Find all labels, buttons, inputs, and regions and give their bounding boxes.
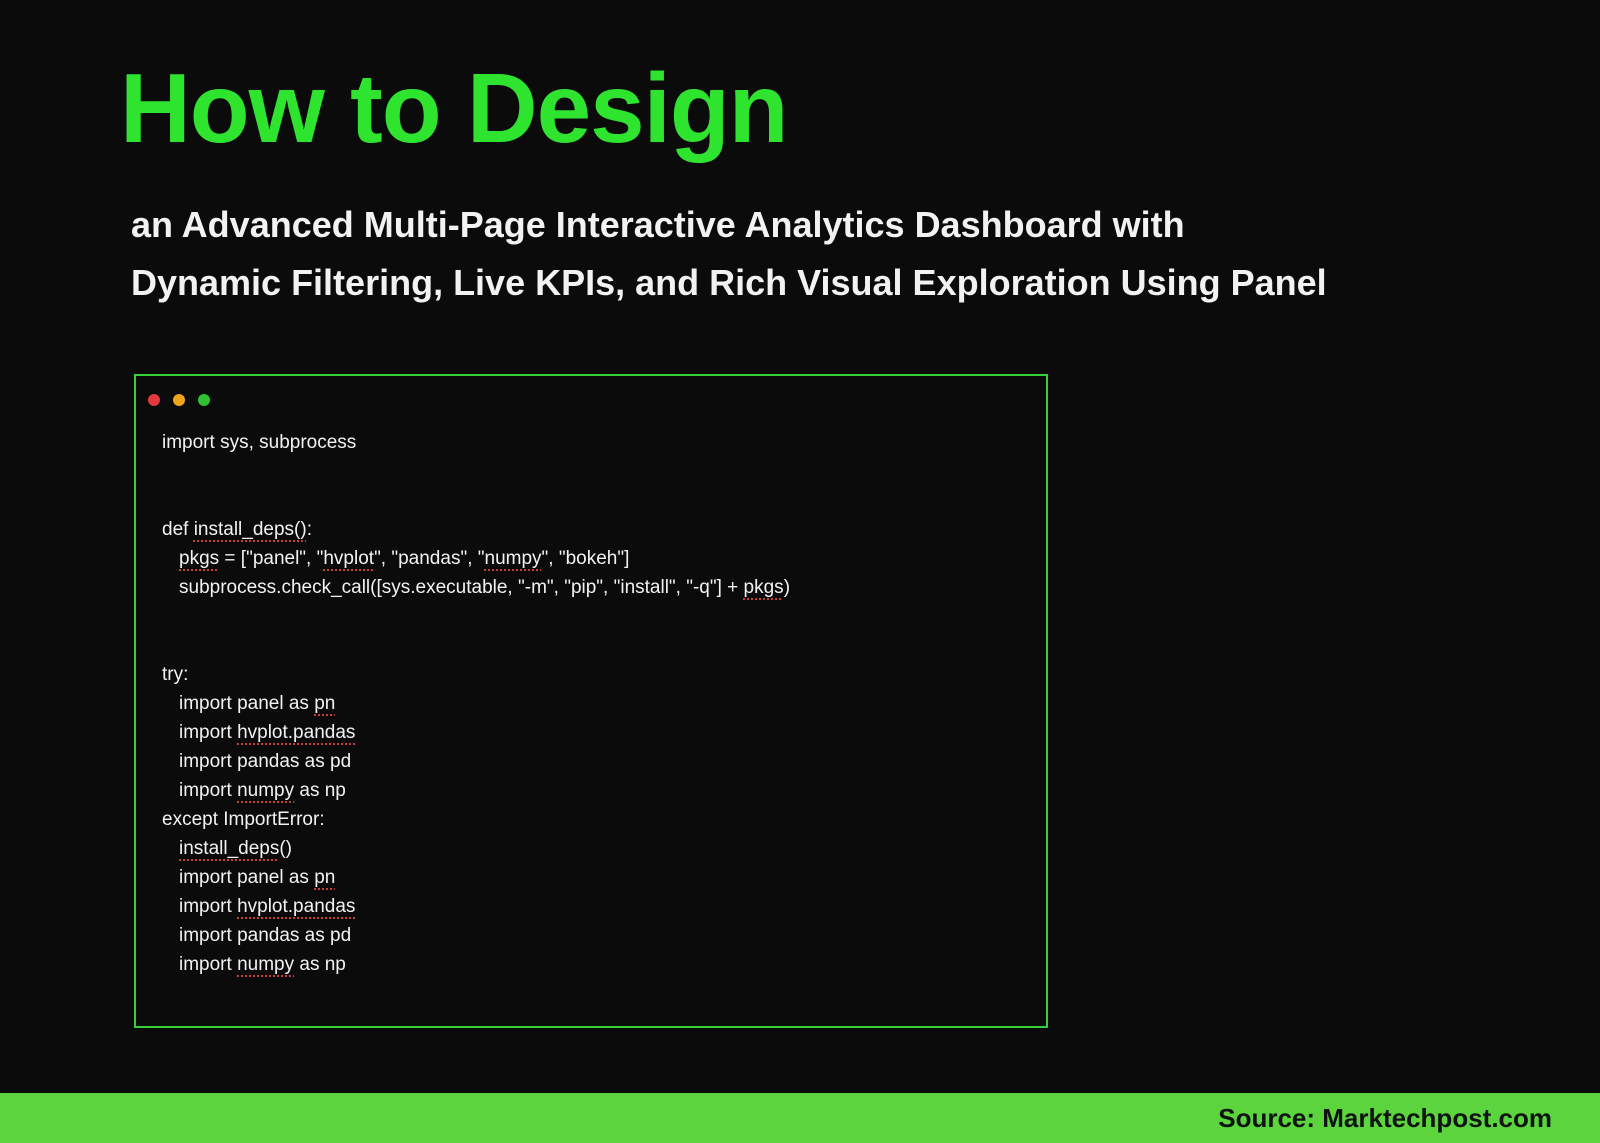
code-line [162,602,1046,631]
code-block [162,428,1046,979]
page-subtitle [131,196,1327,312]
code-line [162,631,1046,660]
code-line: import panel as pn [179,693,336,714]
code-line: import numpy as np [179,954,346,975]
code-line: import panel as pn [179,867,336,888]
page-subtitle-line-2: Dynamic Filtering, Live KPIs, and Rich Visual Exploration Using Panel [131,262,1327,303]
misspelled-token: pn [314,867,336,888]
code-line [162,486,1046,515]
window-controls [136,376,1046,406]
source-bar [0,1093,1600,1143]
close-window-dot[interactable] [148,394,160,406]
code-line: import hvplot.pandas [179,896,356,917]
code-line: import pandas as pd [179,925,352,946]
misspelled-token: hvplot.pandas [237,722,356,743]
misspelled-token: pkgs [743,577,784,598]
misspelled-token: install_deps() [193,519,307,540]
code-line: subprocess.check_call([sys.executable, "-m", "pip", "install", "-q"] + pkgs) [179,577,791,598]
code-line [162,457,1046,486]
page-title: How to Design [120,53,788,163]
code-line: pkgs = ["panel", "hvplot", "pandas", "numpy", "bokeh"] [179,548,630,569]
code-line: try: [162,664,189,685]
misspelled-token: pn [314,693,336,714]
misspelled-token: numpy [484,548,542,569]
misspelled-token: hvplot.pandas [237,896,356,917]
code-line: install_deps() [179,838,292,859]
code-line: except ImportError: [162,809,325,830]
misspelled-token: numpy [237,954,295,975]
code-line: import hvplot.pandas [179,722,356,743]
code-line: import pandas as pd [179,751,352,772]
maximize-window-dot[interactable] [198,394,210,406]
page-subtitle-line-1: an Advanced Multi-Page Interactive Analytics Dashboard with [131,204,1185,245]
misspelled-token: install_deps [179,838,280,859]
misspelled-token: numpy [237,780,295,801]
source-credit: Source: Marktechpost.com [1218,1102,1552,1133]
code-line: import sys, subprocess [162,432,357,453]
code-window [134,374,1048,1028]
code-line: import numpy as np [179,780,346,801]
code-line: def install_deps(): [162,519,312,540]
minimize-window-dot[interactable] [173,394,185,406]
misspelled-token: hvplot [323,548,375,569]
misspelled-token: pkgs [179,548,220,569]
